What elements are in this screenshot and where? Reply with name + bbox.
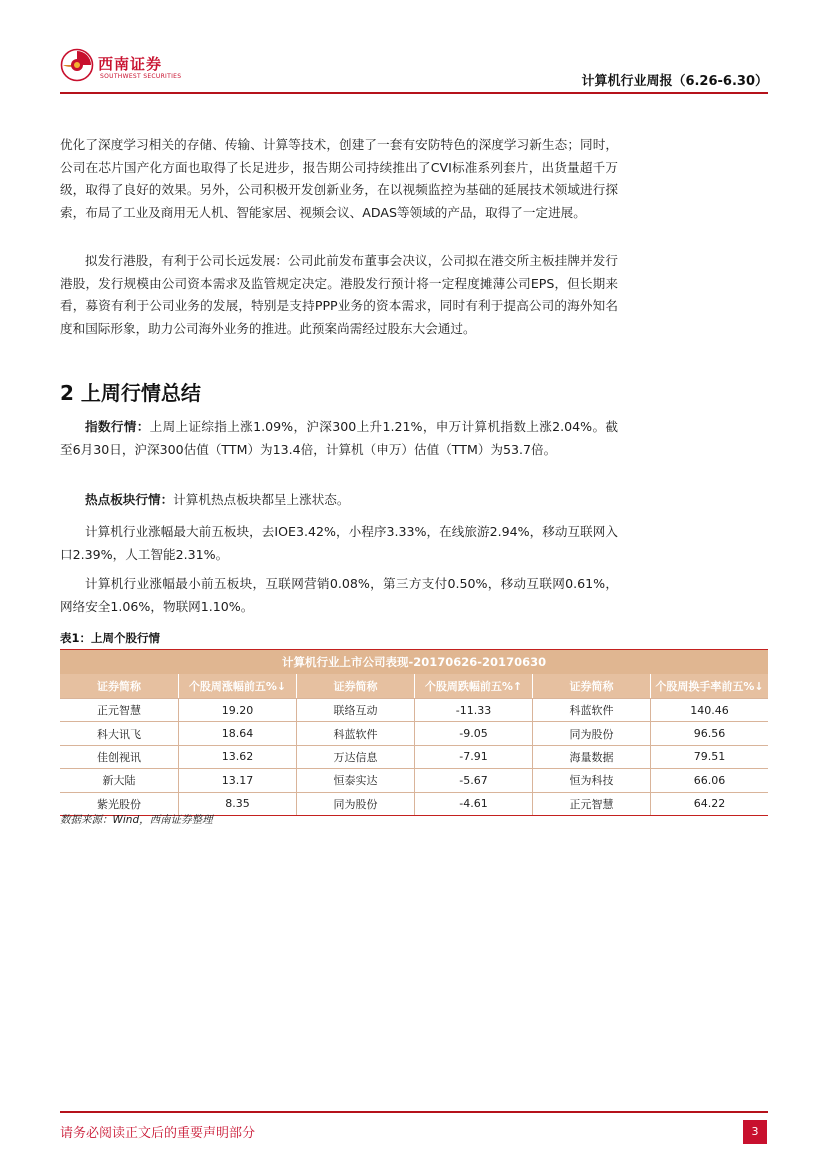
- table-cell: 恒泰实达: [296, 768, 414, 791]
- table-source: 数据来源：Wind，西南证券整理: [60, 814, 213, 826]
- section-title: 2 上周行情总结: [60, 381, 201, 405]
- logo-cn-text: 西南证券: [98, 55, 163, 73]
- logo-en-text: SOUTHWEST SECURITIES: [100, 73, 182, 80]
- index-text: 上周上证综指上涨1.09%，沪深300上升1.21%，申万计算机指数上涨2.04%。截至6月30日，沪深300估值（TTM）为13.4倍，计算机（申万）估值（TTM）为53.7倍。: [60, 419, 618, 457]
- table-cell: 同为股份: [532, 721, 650, 744]
- table-cell: 66.06: [650, 768, 768, 791]
- table-cell: -4.61: [414, 792, 532, 815]
- paragraph-tech: 优化了深度学习相关的存储、传输、计算等技术，创建了一套有安防特色的深度学习新生态；同时，公司在芯片国产化方面也取得了长足进步，报告期公司持续推出了CVI标准系列套片，出货量超千万级，取得了良好的效果。另外，公司积极开发创新业务，在以视频监控为基础的延展技术领域进行探索，布局了工业及商用无人机、智能家居、视频会议、ADAS等领域的产品，取得了一定进展。: [60, 137, 618, 220]
- column-header: 个股周跌幅前五%↑: [414, 674, 532, 698]
- table-cell: 8.35: [178, 792, 296, 815]
- table-cell: 新大陆: [60, 768, 178, 791]
- table-cell: 正元智慧: [60, 698, 178, 721]
- table-cell: 科大讯飞: [60, 721, 178, 744]
- table-title-row: [60, 649, 768, 674]
- table-cell: 佳创视讯: [60, 745, 178, 768]
- table-cell: 19.20: [178, 698, 296, 721]
- footer-divider: [60, 1111, 768, 1113]
- hot-sectors-label: 热点板块行情：: [85, 492, 174, 507]
- table-cell: 同为股份: [296, 792, 414, 815]
- table-row: [60, 768, 768, 791]
- table-cell: 海量数据: [532, 745, 650, 768]
- paragraph-top-gainers: 计算机行业涨幅最大前五板块，去IOE3.42%，小程序3.33%，在线旅游2.94%，移动互联网入口2.39%，人工智能2.31%。: [60, 524, 618, 562]
- table-cell: -9.05: [414, 721, 532, 744]
- table-cell: 恒为科技: [532, 768, 650, 791]
- table-cell: 紫光股份: [60, 792, 178, 815]
- table-cell: 140.46: [650, 698, 768, 721]
- page-header: [60, 48, 768, 92]
- logo-mark-icon: [60, 48, 94, 82]
- company-logo: [60, 48, 210, 88]
- paragraph-bottom-gainers: 计算机行业涨幅最小前五板块，互联网营销0.08%，第三方支付0.50%，移动互联网0.61%，网络安全1.06%，物联网1.10%。: [60, 576, 618, 614]
- stock-table-container: [60, 649, 768, 816]
- footer-disclaimer: 请务必阅读正文后的重要声明部分: [60, 1126, 256, 1141]
- column-header: 个股周换手率前五%↓: [650, 674, 768, 698]
- table-row: [60, 745, 768, 768]
- stock-performance-table: [60, 649, 768, 816]
- table-cell: -11.33: [414, 698, 532, 721]
- hot-sectors-text: 计算机热点板块都呈上涨状态。: [173, 492, 350, 507]
- table-cell: 13.17: [178, 768, 296, 791]
- table-row: [60, 698, 768, 721]
- table-row: [60, 721, 768, 744]
- table-cell: -5.67: [414, 768, 532, 791]
- table-cell: 13.62: [178, 745, 296, 768]
- table-cell: 64.22: [650, 792, 768, 815]
- table-cell: 万达信息: [296, 745, 414, 768]
- table-title: 计算机行业上市公司表现-20170626-20170630: [60, 649, 768, 674]
- table-cell: 科蓝软件: [296, 721, 414, 744]
- table-caption: 表1：上周个股行情: [60, 631, 161, 645]
- table-cell: 科蓝软件: [532, 698, 650, 721]
- header-divider: [60, 92, 768, 94]
- paragraph-hk-listing: 拟发行港股，有利于公司长远发展：公司此前发布董事会决议，公司拟在港交所主板挂牌并发行港股，发行规模由公司资本需求及监管规定决定。港股发行预计将一定程度摊薄公司EPS，但长期来看，募资有利于公司业务的发展，特别是支持PPP业务的资本需求，同时有利于提高公司的海外知名度和国际形象，助力公司海外业务的推进。此预案尚需经过股东大会通过。: [60, 253, 618, 336]
- table-cell: 79.51: [650, 745, 768, 768]
- column-header: 个股周涨幅前五%↓: [178, 674, 296, 698]
- table-header-row: [60, 674, 768, 698]
- report-title: 计算机行业周报（6.26-6.30）: [581, 74, 768, 89]
- table-cell: 96.56: [650, 721, 768, 744]
- table-cell: 18.64: [178, 721, 296, 744]
- table-cell: 联络互动: [296, 698, 414, 721]
- index-label: 指数行情：: [85, 419, 150, 434]
- paragraph-hot-sectors: [60, 489, 618, 512]
- column-header: 证券简称: [296, 674, 414, 698]
- paragraph-index: [60, 416, 618, 461]
- table-cell: 正元智慧: [532, 792, 650, 815]
- column-header: 证券简称: [60, 674, 178, 698]
- table-cell: -7.91: [414, 745, 532, 768]
- page-number: 3: [743, 1120, 767, 1144]
- column-header: 证券简称: [532, 674, 650, 698]
